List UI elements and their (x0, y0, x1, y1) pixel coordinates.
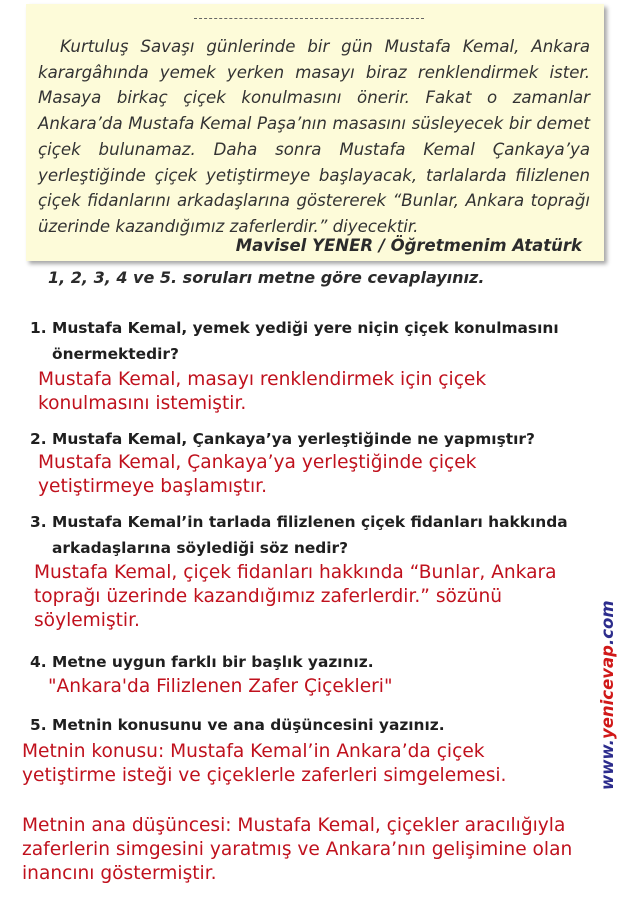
passage-divider (194, 18, 424, 19)
answer-1: Mustafa Kemal, masayı renklendirmek için çiçek konulmasını istemiştir. (38, 369, 487, 414)
question-number: 5. (30, 716, 47, 734)
question-number: 2. (30, 430, 47, 448)
question-text: Mustafa Kemal’in tarlada filizlenen çiçek fidanları hakkında arkadaşlarına söylediği söz nedir? (52, 513, 568, 557)
question-text: Metne uygun farklı bir başlık yazınız. (52, 653, 374, 671)
answer-5-main-idea: Metnin ana düşüncesi: Mustafa Kemal, çiçekler aracılığıyla zaferlerin simgesini yaratmış ve Ankara’nın gelişimine olan inancını göstermiştir. (22, 815, 573, 884)
answer-5-topic: Metnin konusu: Mustafa Kemal’in Ankara’da çiçek yetiştirme isteği ve çiçeklerle zaferleri simgelemesi. (22, 741, 507, 786)
passage-author: Mavisel YENER / Öğretmenim Atatürk (235, 236, 582, 255)
question-number: 3. (30, 513, 47, 531)
question-number: 1. (30, 319, 47, 337)
answer-3: Mustafa Kemal, çiçek fidanları hakkında “Bunlar, Ankara toprağı üzerinde kazandığımız zaferlerdir.” sözünü söylemiştir. (34, 562, 557, 631)
watermark-suffix: .com (598, 600, 617, 646)
instruction: 1, 2, 3, 4 ve 5. soruları metne göre cevaplayınız. (48, 268, 485, 287)
question-text: Mustafa Kemal, yemek yediği yere niçin çiçek konulmasını önermektedir? (52, 319, 559, 363)
answer-4: "Ankara'da Filizlenen Zafer Çiçekleri" (48, 676, 393, 697)
question-2 (30, 427, 605, 453)
question-text: Mustafa Kemal, Çankaya’ya yerleştiğinde ne yapmıştır? (52, 430, 535, 448)
question-4 (30, 650, 605, 676)
site-watermark (598, 600, 617, 790)
question-text: Metnin konusunu ve ana düşüncesini yazınız. (52, 716, 445, 734)
question-1 (30, 316, 605, 367)
watermark-prefix: www. (598, 739, 617, 790)
question-5 (30, 713, 605, 739)
question-number: 4. (30, 653, 47, 671)
question-3 (30, 510, 605, 561)
answer-2: Mustafa Kemal, Çankaya’ya yerleştiğinde çiçek yetiştirmeye başlamıştır. (38, 452, 477, 497)
passage-text: Kurtuluş Savaşı günlerinde bir gün Mustafa Kemal, Ankara karargâhında yemek yerken masayı biraz renklendirmek ister. Masaya birkaç çiçek konulmasını önerir. Fakat o zamanlar Ankara’da Mustafa Kemal Paşa’nın masasını süsleyecek bir demet çiçek bulunamaz. Daha sonra Mustafa Kemal Çankaya’ya yerleştiğinde çiçek yetiştirmeye başlayacak, tarlalarda filizlenen çiçek fidanlarını arkadaşlarına göstererek “Bunlar, Ankara toprağı üzerinde kazandığımız zaferlerdir.” diyecektir. (38, 37, 590, 236)
watermark-brand: yenicevap (598, 645, 617, 740)
